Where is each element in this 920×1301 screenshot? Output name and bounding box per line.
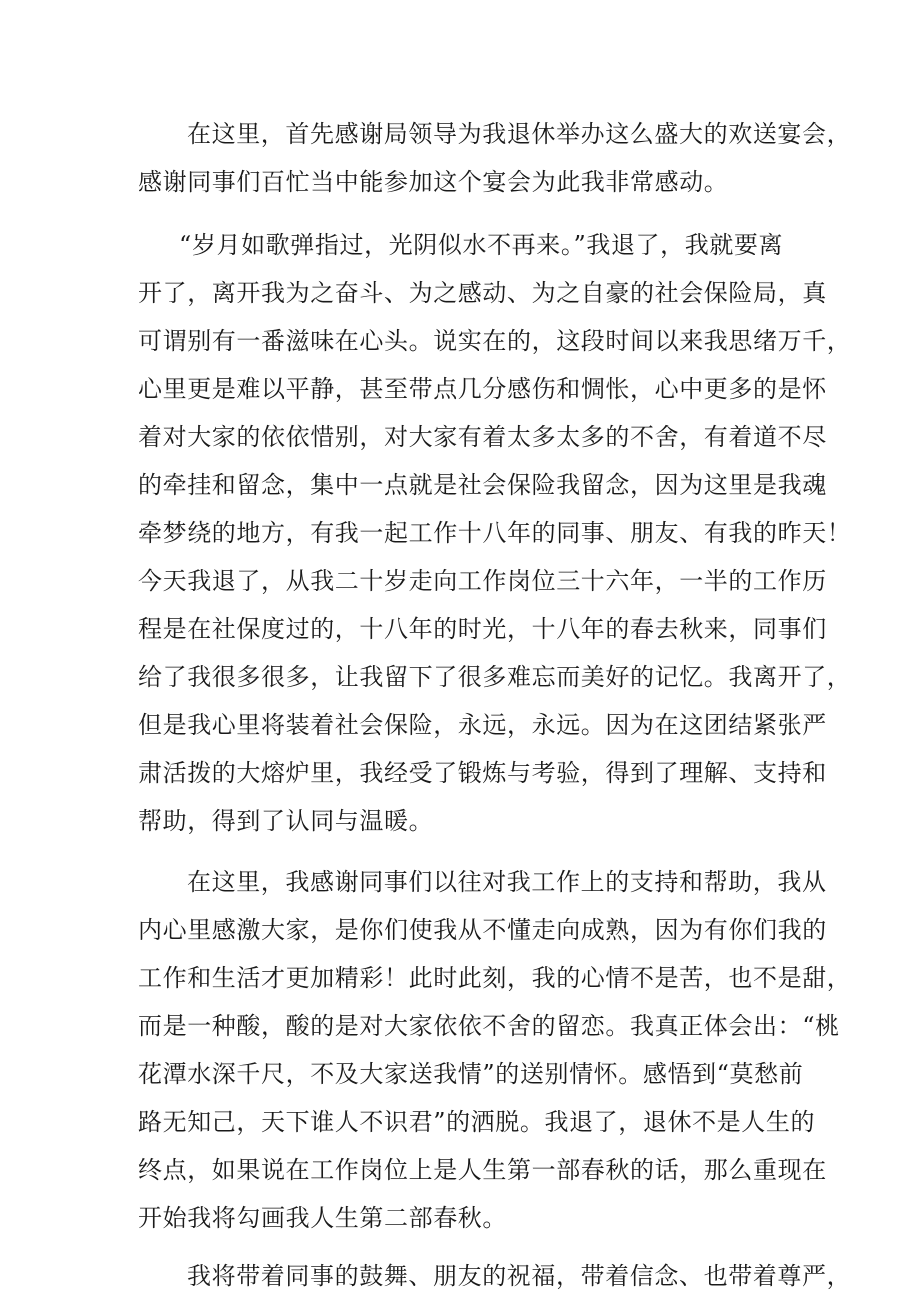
text-line: 路无知己，天下谁人不识君”的洒脱。我退了，退休不是人生的 <box>138 1108 816 1136</box>
text-line: 工作和生活才更加精彩！此时此刻，我的心情不是苦，也不是甜， <box>138 964 852 992</box>
text-line: 终点，如果说在工作岗位上是人生第一部春秋的话，那么重现在 <box>138 1156 827 1184</box>
text-line: 开了，离开我为之奋斗、为之感动、为之自豪的社会保险局，真 <box>138 279 827 307</box>
text-line: 肃活拨的大熔炉里，我经受了锻炼与考验，得到了理解、支持和 <box>138 759 827 787</box>
text-line: 但是我心里将装着社会保险，永远，永远。因为在这团结紧张严 <box>138 711 827 739</box>
text-line: 在这里，我感谢同事们以往对我工作上的支持和帮助，我从 <box>187 868 827 896</box>
text-line: “岁月如歌弹指过，光阴似水不再来。”我退了，我就要离 <box>179 231 784 259</box>
text-line: 可谓别有一番滋味在心头。说实在的，这段时间以来我思绪万千， <box>138 327 852 355</box>
text-line: 我将带着同事的鼓舞、朋友的祝福，带着信念、也带着尊严， <box>187 1262 852 1290</box>
text-line: 的牵挂和留念，集中一点就是社会保险我留念，因为这里是我魂 <box>138 471 827 499</box>
text-line: 心里更是难以平静，甚至带点几分感伤和惆怅，心中更多的是怀 <box>138 375 827 403</box>
text-line: 程是在社保度过的，十八年的时光，十八年的春去秋来，同事们 <box>138 615 827 643</box>
text-line: 内心里感激大家，是你们使我从不懂走向成熟，因为有你们我的 <box>138 916 827 944</box>
text-line: 开始我将勾画我人生第二部春秋。 <box>138 1204 507 1232</box>
text-line: 着对大家的依依惜别，对大家有着太多太多的不舍，有着道不尽 <box>138 423 827 451</box>
text-line: 而是一种酸，酸的是对大家依依不舍的留恋。我真正体会出：“桃 <box>138 1012 840 1040</box>
text-line: 感谢同事们百忙当中能参加这个宴会为此我非常感动。 <box>138 168 729 196</box>
text-line: 在这里，首先感谢局领导为我退休举办这么盛大的欢送宴会， <box>187 120 852 148</box>
text-line: 花潭水深千尺，不及大家送我情”的送别情怀。感悟到“莫愁前 <box>138 1060 804 1088</box>
text-line: 给了我很多很多，让我留下了很多难忘而美好的记忆。我离开了， <box>138 663 852 691</box>
text-line: 今天我退了，从我二十岁走向工作岗位三十六年，一半的工作历 <box>138 567 827 595</box>
text-line: 帮助，得到了认同与温暖。 <box>138 807 434 835</box>
text-line: 牵梦绕的地方，有我一起工作十八年的同事、朋友、有我的昨天！ <box>138 519 852 547</box>
